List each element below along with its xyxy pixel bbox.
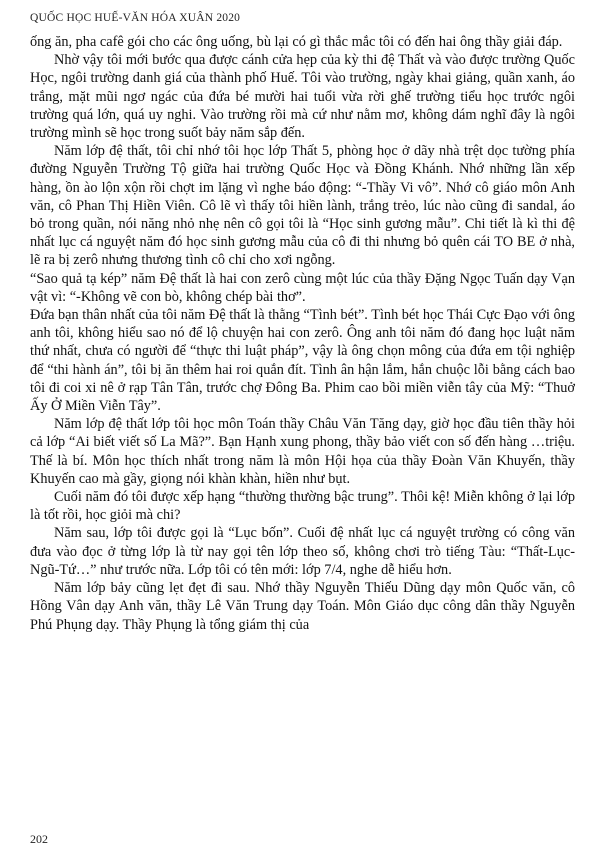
paragraph: Đứa bạn thân nhất của tôi năm Đệ thất là thằng “Tình bét”. Tình bét học Thái Cực Đạo với ông anh tôi, không hiểu sao nó để lộ chuyện hai con zerô. Ông anh tôi năm đó đang học luật năm thứ nhất, chưa có người để “thực thi luật pháp”, vậy là ông chọn mông của đứa em tội nghiệp để “thi hành án”, tôi bị ăn thêm hai roi quắn đít. Tình ân hận lắm, hắn chuộc lỗi bằng cách bao tôi đi coi xi nê ở rạp Tân Tân, trước chợ Đông Ba. Phim cao bồi miền viễn tây của Mỹ: “Thuở Ấy Ở Miền Viễn Tây”.: [30, 307, 575, 415]
paragraph: Năm lớp bảy cũng lẹt đẹt đi sau. Nhớ thầy Nguyễn Thiếu Dũng dạy môn Quốc văn, cô Hồng Vân dạy Anh văn, thầy Lê Văn Trung dạy Toán. Môn Giáo dục công dân thầy Nguyễn Phú Phụng dạy. Thầy Phụng là tổng giám thị của: [30, 580, 575, 633]
page-number: 202: [30, 832, 48, 846]
paragraph: ống ăn, pha cafê gói cho các ông uống, bù lại có gì thắc mắc tôi có đến hai ông thầy giải đáp.: [30, 34, 563, 50]
running-header: QUỐC HỌC HUẾ-VĂN HÓA XUÂN 2020: [30, 12, 241, 24]
paragraph: Năm lớp đệ thất lớp tôi học môn Toán thầy Châu Văn Tăng dạy, giờ học đầu tiên thầy hỏi cả lớp “Ai biết viết số La Mã?”. Bạn Hạnh xung phong, thầy bảo viết con số đến hàng …triệu. Thế là bí. Môn học thích nhất trong năm là môn Hội họa của thầy Đoàn Văn Khuyến, thầy Khuyến cao mà gầy, giọng nói khàn khàn, hiền như bụt.: [30, 416, 575, 487]
paragraph: Năm lớp đệ thất, tôi chỉ nhớ tôi học lớp Thất 5, phòng học ở dãy nhà trệt dọc tường phía đường Nguyễn Trường Tộ giữa hai trường Quốc Học và Đồng Khánh. Nhớ những lần xếp hàng, ồn ào lộn xộn rồi chợt im lặng vì nghe báo động: “-Thầy Vi vô”. Nhớ cô giáo môn Anh văn, cô Phan Thị Hiền Viên. Cô lẽ vì thấy tôi hiền lành, trắng trẻo, lúc nào cũng đi sandal, áo bỏ trong quần, nói năng nhỏ nhẹ nên cô gọi tôi là “Học sinh gương mẫu”. Chi tiết là kì thi đệ nhất lục cá nguyệt năm đó học sinh gương mẫu của cô đi thi nhưng bỏ quên cái TO BE ở nhà, lẽ ra bị zerô nhưng thương tình cô chỉ cho xơi ngỗng.: [30, 143, 575, 269]
paragraph: “Sao quả tạ kép” năm Đệ thất là hai con zerô cùng một lúc của thầy Đặng Ngọc Tuấn dạy Vạn vật vì: “-Không vẽ con bò, không chép bài thơ”.: [30, 270, 575, 305]
paragraph: Năm sau, lớp tôi được gọi là “Lục bốn”. Cuối đệ nhất lục cá nguyệt trường có công văn đưa vào đọc ở từng lớp là từ nay gọi tên lớp theo số, không chơi trò tiếng Tàu: “Thất-Lục-Ngũ-Tứ…” như trước nữa. Lớp tôi có tên mới: lớp 7/4, nghe dễ hiểu hơn.: [30, 525, 575, 578]
paragraph: Nhờ vậy tôi mới bước qua được cánh cửa hẹp của kỳ thi đệ Thất và vào được trường Quốc Học, ngôi trường danh giá của thành phố Huế. Tôi vào trường, ngày khai giảng, quần xanh, áo trắng, mặt mũi ngơ ngác của đứa bé mười hai tuổi vừa rời ghế trường tiểu học trước ngôi trường quá lớn, quá uy nghi. Vào trường rồi mà cứ như nằm mơ, không dám nghĩ đây là ngôi trường mình sẽ học trong suốt bảy năm sắp đến.: [30, 52, 575, 142]
paragraph: Cuối năm đó tôi được xếp hạng “thường thường bậc trung”. Thôi kệ! Miễn không ở lại lớp là tốt rồi, học giỏi mà chi?: [30, 489, 575, 524]
body-text: [30, 33, 575, 634]
